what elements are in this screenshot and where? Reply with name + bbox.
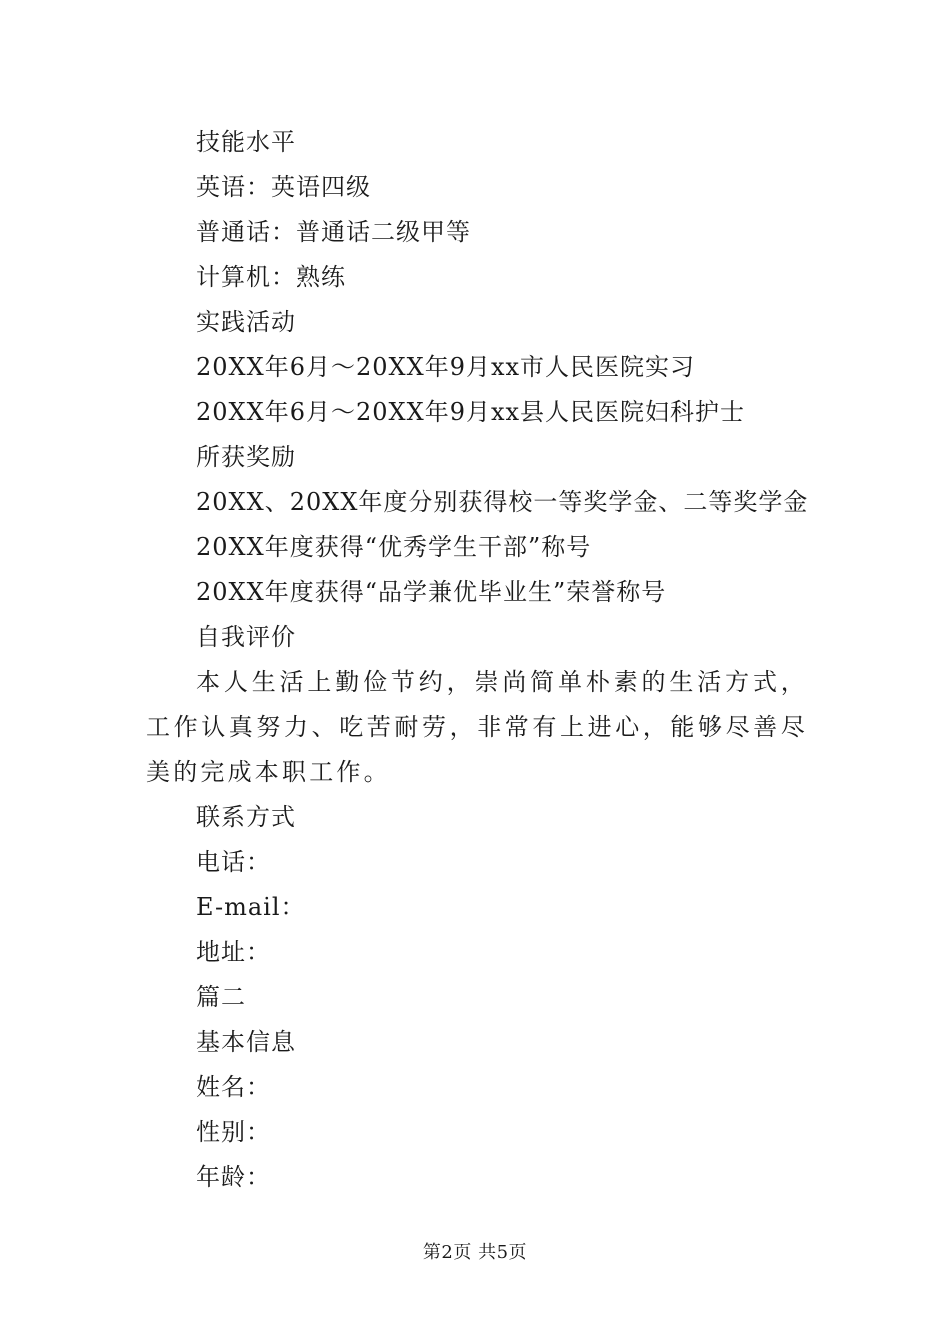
text-line-age: 年龄：: [196, 1163, 271, 1191]
page-number-footer: 第2页 共5页: [422, 1242, 528, 1263]
text-line-mandarin: 普通话：普通话二级甲等: [196, 218, 471, 246]
heading-skills: 技能水平: [196, 128, 296, 156]
heading-awards: 所获奖励: [196, 443, 296, 471]
text-line-gender: 性别：: [196, 1118, 271, 1146]
text-line-name: 姓名：: [196, 1073, 271, 1101]
heading-contact: 联系方式: [196, 803, 296, 831]
text-line-award-3: 20XX年度获得“品学兼优毕业生”荣誉称号: [196, 578, 667, 606]
text-line-english: 英语：英语四级: [196, 173, 371, 201]
self-evaluation-paragraph: 本人生活上勤俭节约，崇尚简单朴素的生活方式，工作认真努力、吃苦耐劳，非常有上进心，能够尽善尽美的完成本职工作。: [146, 668, 808, 786]
text-line-address: 地址：: [196, 938, 271, 966]
heading-self-evaluation: 自我评价: [196, 623, 296, 651]
text-line-email: E-mail：: [196, 893, 306, 921]
text-line-practice-2: 20XX年6月～20XX年9月xx县人民医院妇科护士: [196, 398, 746, 426]
heading-part-two: 篇二: [196, 983, 246, 1011]
text-line-phone: 电话：: [196, 848, 271, 876]
heading-practice: 实践活动: [196, 308, 296, 336]
text-line-computer: 计算机：熟练: [196, 263, 346, 291]
text-line-practice-1: 20XX年6月～20XX年9月xx市人民医院实习: [196, 353, 696, 381]
text-line-award-2: 20XX年度获得“优秀学生干部”称号: [196, 533, 592, 561]
text-line-award-1: 20XX、20XX年度分别获得校一等奖学金、二等奖学金: [196, 488, 809, 516]
heading-basic-info: 基本信息: [196, 1028, 296, 1056]
